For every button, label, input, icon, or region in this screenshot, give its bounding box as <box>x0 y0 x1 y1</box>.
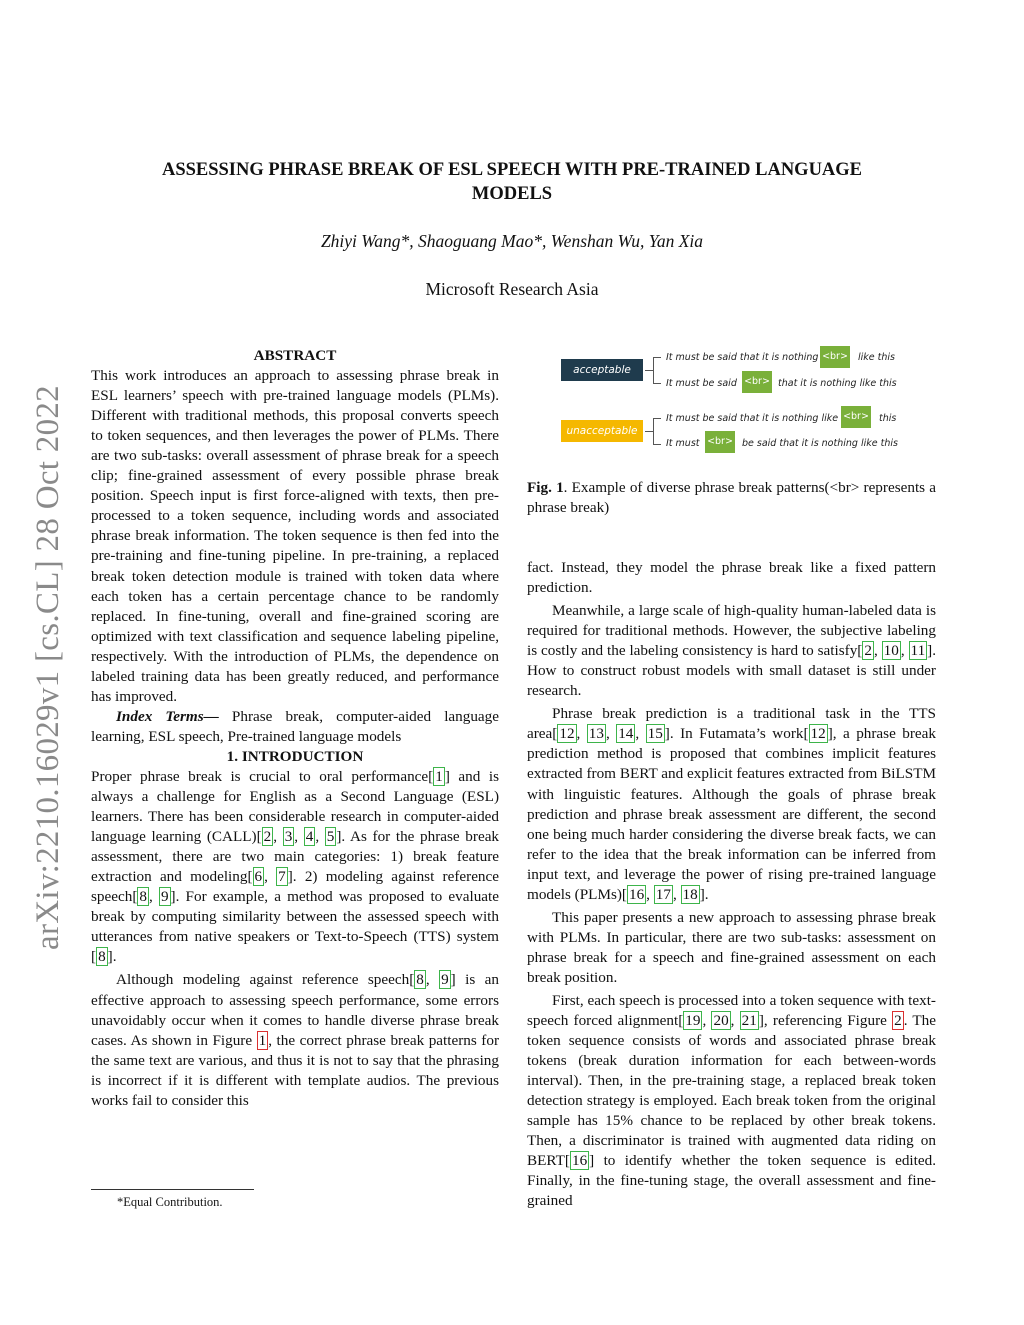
break-token: <br> <box>841 406 871 428</box>
citation-link[interactable]: 3 <box>284 828 293 846</box>
example-text: It must be said that it is nothing <box>666 352 819 363</box>
citation-link[interactable]: 1 <box>435 767 443 785</box>
bracket-line <box>653 357 661 358</box>
paper-affiliation: Microsoft Research Asia <box>425 279 599 299</box>
bracket-line <box>653 418 661 419</box>
right-paragraph-2: Meanwhile, a large scale of high-quality human-labeled data is required for traditional methods. However, the subjective labeling is costly and the labeling consistency is hard to satisfy[ 2 , 10 , 11 ]. How to construct robust models with small dataset is still under research. <box>527 602 937 700</box>
bracket-line <box>645 431 653 432</box>
paper-title: ASSESSING PHRASE BREAK OF ESL SPEECH WITH PRE-TRAINED LANGUAGE MODELS <box>161 160 863 204</box>
citation-link[interactable]: 16 <box>571 1152 588 1170</box>
arxiv-identifier: arXiv:2210.16029v1 [cs.CL] 28 Oct 2022 <box>30 385 66 950</box>
citation-link[interactable]: 5 <box>326 828 335 846</box>
citation-link[interactable]: 17 <box>655 885 671 903</box>
citation-link[interactable]: 2 <box>864 642 872 660</box>
citation-link[interactable]: 13 <box>588 725 604 743</box>
index-terms-label: Index Terms— <box>116 707 219 725</box>
intro-paragraph-2: Although modeling against reference speech[ 8 , 9 ] is an effective approach to assessing speech performance, some errors unavoidably occur when it comes to handle diverse phrase break cases. As shown in Figure 1 , the correct phrase break patterns for the same text are various, and thus it is not to say that the phrasing is incorrect if it is different with template audios. The previous works fail to consider this <box>91 971 499 1109</box>
figure-reference-link[interactable]: 1 <box>258 1031 267 1049</box>
citation-link[interactable]: 4 <box>305 828 314 846</box>
figure-caption <box>527 478 936 518</box>
citation-link[interactable]: 8 <box>416 971 424 989</box>
citation-link[interactable]: 19 <box>685 1012 701 1030</box>
break-token: <br> <box>705 431 735 453</box>
citation-link[interactable]: 7 <box>278 868 286 886</box>
citation-link[interactable]: 11 <box>910 642 926 660</box>
index-terms-text: Phrase break, computer-aided language learning, ESL speech, Pre-trained language models <box>91 707 500 745</box>
right-paragraph-4: This paper presents a new approach to assessing phrase break with PLMs. In particular, there are two sub-tasks: assessment on phrase break for a speech and fine-grained assessment on each break position. <box>527 908 936 986</box>
bracket-line <box>653 357 654 383</box>
left-column <box>91 346 499 1111</box>
abstract-heading: ABSTRACT <box>253 347 337 364</box>
citation-link[interactable]: 8 <box>139 888 147 906</box>
citation-link[interactable]: 8 <box>98 948 106 966</box>
intro-paragraph-1: Proper phrase break is crucial to oral performance[ 1 ] and is always a challenge for English as a Second Language (ESL) learners. There has been considerable research in computer-aided language learning (CALL)[ 2 , 3 , 4 , 5 ]. As for the phrase break assessment, there are two main categories: 1) break feature extraction and modeling[ 6 , 7 ]. 2) modeling against reference speech[ 8 , 9 ]. For example, a method was proposed to evaluate break by computing similarity between the assessed speech with utterances from native speakers or Text-to-Speech (TTS) system [ 8 ]. <box>91 767 500 966</box>
bracket-line <box>653 444 661 445</box>
introduction-heading: 1. INTRODUCTION <box>226 747 364 765</box>
citation-link[interactable]: 16 <box>628 885 645 903</box>
figure-caption-label: Fig. 1 <box>527 479 564 496</box>
break-token: <br> <box>820 346 850 368</box>
example-text: like this <box>858 352 895 363</box>
bracket-line <box>653 383 661 384</box>
example-text: this <box>879 413 897 424</box>
citation-link[interactable]: 21 <box>741 1012 757 1030</box>
unacceptable-label: unacceptable <box>561 420 643 442</box>
right-paragraph-3: Phrase break prediction is a traditional task in the TTS area[ 12 , 13 , 14 , 15 ]. In Futamata’s work[ 12 ], a phrase break prediction method is proposed that combines implicit features extracted from BERT and explicit features extracted from BiLSTM with linguistic features. Although the goals of phrase break prediction and phrase break assessment are different, the second one being much harder considering the diverse break facts, we can refer to the idea that the break information can be inferred from input text, and leverage the power of rising pre-trained language models (PLMs)[ 16 , 17 , 18 ]. <box>527 705 936 903</box>
index-terms <box>91 707 499 747</box>
citation-link[interactable]: 15 <box>647 725 663 743</box>
citation-link[interactable]: 20 <box>713 1012 729 1030</box>
break-token: <br> <box>742 371 772 393</box>
abstract-text: This work introduces an approach to assessing phrase break in ESL learners’ speech with pre-trained language models (PLMs). Different with traditional methods, this proposal converts speech to token sequences, and then leverages the power of PLMs. There are two sub-tasks: overall assessment of phrase break for a speech clip; fine-grained assessment of every possible phrase break position. Speech input is first force-aligned with texts, then pre-processed to a token sequence, including words and associated phrase break information. The token sequence is then fed into the pre-training and fine-tuning pipeline. In pre-training, a replaced break token detection module is trained with token data where each token has a certain percentage chance to be randomly replaced. In fine-tuning, overall and fine-grained scoring are optimized with text classification and sequence labeling pipeline, respectively. With the introduction of PLMs, the dependence on labeled training data has been greatly reduced, and performance has improved. <box>91 367 499 705</box>
citation-link[interactable]: 6 <box>254 868 263 886</box>
example-text: It must be said <box>666 378 737 389</box>
figure-1 <box>558 343 918 461</box>
citation-link[interactable]: 2 <box>263 828 272 846</box>
right-paragraph-5: First, each speech is processed into a token sequence with text-speech forced alignment[ 19 , 20 , 21 ], referencing Figure 2 . The token sequence consists of words and associated phrase break tokens (break duration information for each between-words interval). Then, in the pre-training stage, a replaced break token detection strategy is employed. Each break token from the original sample has 15% chance to be replaced by other break tokens. Then, a discriminator is trained with augmented data riding on BERT[ 16 ] to identify whether the token sequence is edited. Finally, in the fine-tuning stage, the overall assessment and fine-grained <box>527 991 937 1210</box>
footnote: *Equal Contribution. <box>117 1195 223 1209</box>
bracket-line <box>645 370 653 371</box>
citation-link[interactable]: 9 <box>160 888 169 906</box>
example-text: It must <box>666 438 700 449</box>
figure-caption-text: . Example of diverse phrase break patterns(<br> represents a phrase break) <box>527 479 937 516</box>
figure-reference-link[interactable]: 2 <box>894 1012 902 1030</box>
right-paragraph-1: fact. Instead, they model the phrase break like a fixed pattern prediction. <box>527 559 936 597</box>
acceptable-label: acceptable <box>561 359 643 381</box>
footnote-rule <box>91 1189 254 1190</box>
citation-link[interactable]: 14 <box>618 725 634 743</box>
citation-link[interactable]: 10 <box>883 642 899 660</box>
citation-link[interactable]: 12 <box>559 725 575 743</box>
example-text: that it is nothing like this <box>778 378 897 389</box>
example-text: It must be said that it is nothing like <box>666 413 839 424</box>
paper-authors: Zhiyi Wang*, Shaoguang Mao*, Wenshan Wu, Yan Xia <box>320 231 704 251</box>
right-column <box>527 558 936 1212</box>
example-text: be said that it is nothing like this <box>742 438 898 449</box>
citation-link[interactable]: 18 <box>682 885 698 903</box>
citation-link[interactable]: 9 <box>441 971 449 989</box>
bracket-line <box>653 418 654 444</box>
citation-link[interactable]: 12 <box>810 725 826 743</box>
